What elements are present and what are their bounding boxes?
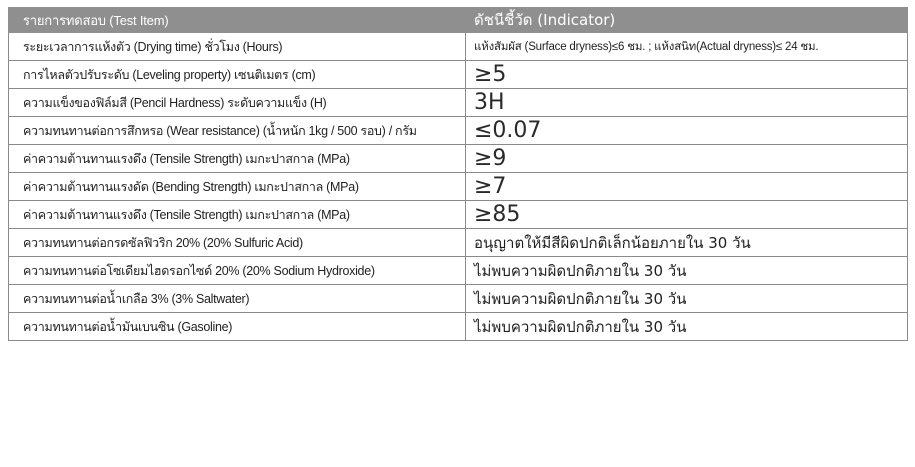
table-row: [9, 313, 908, 341]
test-spec-table: [8, 7, 908, 341]
row-test-item: การไหลตัวปรับระดับ (Leveling property) เซนติเมตร (cm): [9, 61, 466, 89]
row-indicator: ≥5: [466, 61, 908, 89]
table-row: [9, 285, 908, 313]
row-indicator: ไม่พบความผิดปกติภายใน 30 วัน: [466, 313, 908, 341]
table-row: [9, 201, 908, 229]
table-row: [9, 173, 908, 201]
table-row: [9, 61, 908, 89]
row-indicator: ≤0.07: [466, 117, 908, 145]
row-indicator: ≥85: [466, 201, 908, 229]
header-test-item: รายการทดสอบ (Test Item): [9, 8, 466, 33]
row-test-item: ความทนทานต่อน้ำเกลือ 3% (3% Saltwater): [9, 285, 466, 313]
row-test-item: ความทนทานต่อโซเดียมไฮดรอกไซด์ 20% (20% Sodium Hydroxide): [9, 257, 466, 285]
row-test-item: ค่าความต้านทานแรงดึง (Tensile Strength) เมกะปาสกาล (MPa): [9, 145, 466, 173]
row-indicator: อนุญาตให้มีสีผิดปกติเล็กน้อยภายใน 30 วัน: [466, 229, 908, 257]
table-row: [9, 229, 908, 257]
row-test-item: ระยะเวลาการแห้งตัว (Drying time) ชั่วโมง (Hours): [9, 33, 466, 61]
row-test-item: ความทนทานต่อการสึกหรอ (Wear resistance) (น้ำหนัก 1kg / 500 รอบ) / กรัม: [9, 117, 466, 145]
row-indicator: ไม่พบความผิดปกติภายใน 30 วัน: [466, 285, 908, 313]
header-indicator: ดัชนีชี้วัด (Indicator): [466, 8, 908, 33]
row-test-item: ค่าความต้านทานแรงดัด (Bending Strength) เมกะปาสกาล (MPa): [9, 173, 466, 201]
row-indicator: 3H: [466, 89, 908, 117]
table-header-row: [9, 8, 908, 33]
row-indicator: แห้งสัมผัส (Surface dryness)≤6 ชม. ; แห้งสนิท(Actual dryness)≤ 24 ชม.: [466, 33, 908, 61]
row-indicator: ≥9: [466, 145, 908, 173]
table-row: [9, 89, 908, 117]
row-test-item: ค่าความต้านทานแรงดึง (Tensile Strength) เมกะปาสกาล (MPa): [9, 201, 466, 229]
table-row: [9, 145, 908, 173]
table-row: [9, 117, 908, 145]
table-row: [9, 33, 908, 61]
row-indicator: ไม่พบความผิดปกติภายใน 30 วัน: [466, 257, 908, 285]
row-test-item: ความแข็งของฟิล์มสี (Pencil Hardness) ระดับความแข็ง (H): [9, 89, 466, 117]
row-test-item: ความทนทานต่อน้ำมันเบนซิน (Gasoline): [9, 313, 466, 341]
row-indicator: ≥7: [466, 173, 908, 201]
row-test-item: ความทนทานต่อกรดซัลฟิวริก 20% (20% Sulfuric Acid): [9, 229, 466, 257]
table-row: [9, 257, 908, 285]
